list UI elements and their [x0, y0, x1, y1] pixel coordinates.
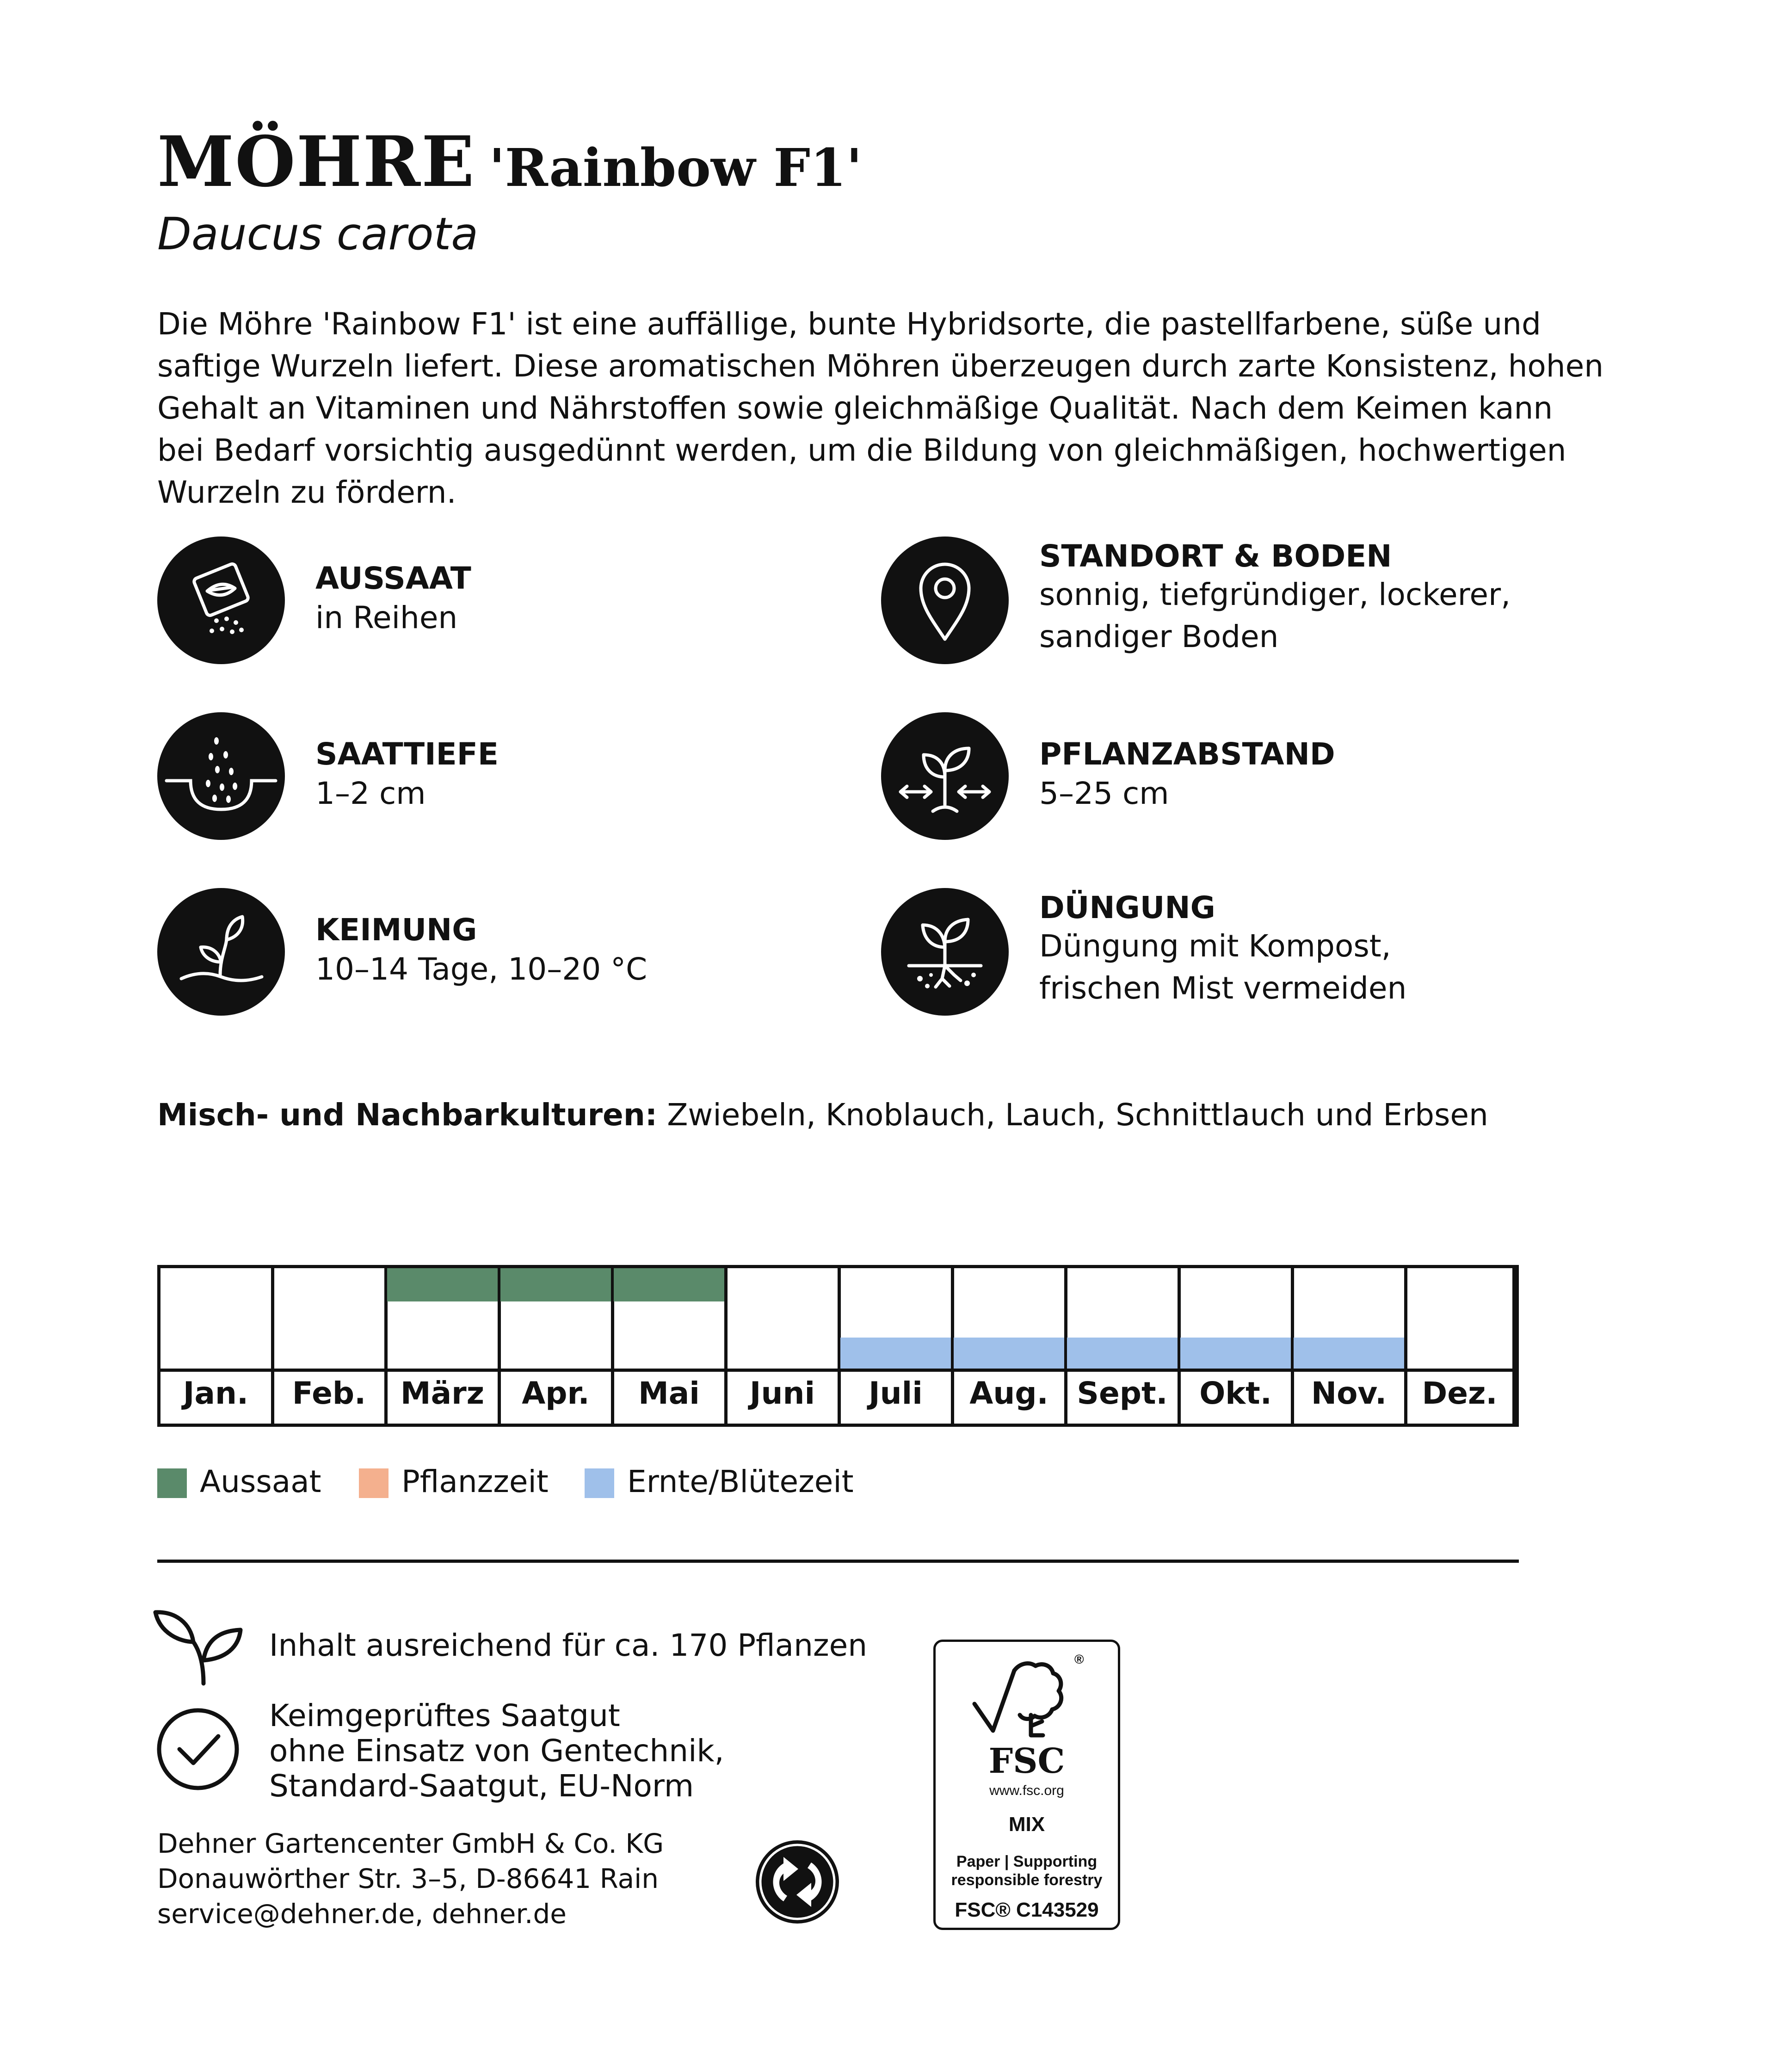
depth-label: SAATTIEFE [315, 736, 499, 772]
sowing-bar [727, 1268, 838, 1301]
fertilizing-label: DÜNGUNG [1039, 890, 1215, 925]
legend-sowing-label: Aussaat [200, 1464, 321, 1499]
sowing-label: AUSSAAT [315, 561, 471, 596]
calendar-divider [160, 1369, 1516, 1372]
legend-planting-swatch [359, 1468, 388, 1498]
growing-calendar [157, 1265, 1519, 1427]
month-label: Aug. [969, 1375, 1048, 1411]
companion-value: Zwiebeln, Knoblauch, Lauch, Schnittlauch und Erbsen [667, 1097, 1488, 1133]
product-title [157, 121, 862, 203]
calendar-month [727, 1268, 841, 1424]
fsc-claim [936, 1852, 1118, 1889]
month-label: Apr. [522, 1375, 590, 1411]
month-label: Nov. [1311, 1375, 1387, 1411]
harvest-bar [840, 1338, 951, 1371]
sprout-icon [157, 888, 285, 1016]
legend-planting-label: Pflanzzeit [401, 1464, 549, 1499]
fsc-registered-mark: ® [1074, 1652, 1084, 1666]
month-label: Okt. [1199, 1375, 1272, 1411]
month-label: Juli [869, 1375, 923, 1411]
fsc-license-code: FSC® C143529 [955, 1899, 1099, 1921]
harvest-bar [727, 1338, 838, 1371]
plant-leaves-icon [148, 1605, 250, 1688]
fsc-tree-icon [968, 1652, 1088, 1740]
product-name: MÖHRE [157, 121, 475, 203]
calendar-month [1067, 1268, 1181, 1424]
month-label: März [400, 1375, 485, 1411]
spacing-label: PFLANZABSTAND [1039, 736, 1335, 772]
calendar-month [1294, 1268, 1407, 1424]
sowing-depth-icon [157, 712, 285, 840]
sowing-bar [387, 1268, 498, 1301]
depth-value: 1–2 cm [315, 776, 426, 811]
sowing-bar [160, 1268, 271, 1301]
harvest-bar [387, 1338, 498, 1371]
harvest-bar [954, 1338, 1064, 1371]
latin-name: Daucus carota [157, 208, 479, 260]
location-value-line: sandiger Boden [1039, 619, 1279, 654]
sowing-bar [274, 1268, 384, 1301]
month-label: Feb. [292, 1375, 366, 1411]
harvest-bar [1180, 1338, 1291, 1371]
company-address [157, 1826, 664, 1931]
green-dot-recycling-icon [754, 1838, 841, 1925]
content-text: Inhalt ausreichend für ca. 170 Pflanzen [269, 1628, 868, 1663]
location-pin-icon [881, 536, 1009, 664]
company-contact: service@dehner.de, dehner.de [157, 1898, 567, 1930]
company-name: Dehner Gartencenter GmbH & Co. KG [157, 1828, 664, 1859]
fertilizing-value-line: Düngung mit Kompost, [1039, 928, 1391, 964]
calendar-month [1180, 1268, 1294, 1424]
month-label: Jan. [183, 1375, 249, 1411]
harvest-bar [1067, 1338, 1178, 1371]
content-note [269, 1628, 867, 1663]
sowing-bar [954, 1268, 1064, 1301]
description-line: saftige Wurzeln liefert. Diese aromatischen Möhren überzeugen durch zarte Konsistenz, hohen [157, 348, 1604, 384]
spacing-value: 5–25 cm [1039, 776, 1169, 811]
description-line: Gehalt an Vitaminen und Nährstoffen sowie gleichmäßige Qualität. Nach dem Keimen kann [157, 390, 1553, 426]
sowing-bar [500, 1268, 611, 1301]
product-description [157, 303, 1604, 513]
sowing-bar [1067, 1268, 1178, 1301]
legend-harvest-swatch [585, 1468, 614, 1498]
legend-sowing-swatch [157, 1468, 187, 1498]
harvest-bar [160, 1338, 271, 1371]
fsc-claim-line: Paper | Supporting [956, 1853, 1098, 1870]
sowing-bar [1294, 1268, 1404, 1301]
harvest-bar [1294, 1338, 1404, 1371]
location-value-line: sonnig, tiefgründiger, lockerer, [1039, 577, 1511, 612]
harvest-bar [614, 1338, 724, 1371]
fertilizer-plant-icon [881, 888, 1009, 1016]
sowing-bar [614, 1268, 724, 1301]
companion-label: Misch- und Nachbarkulturen: [157, 1097, 658, 1133]
seed-packet-icon [157, 536, 285, 664]
location-label: STANDORT & BODEN [1039, 538, 1392, 574]
calendar-month [387, 1268, 501, 1424]
fsc-logo-text: FSC [988, 1741, 1065, 1781]
fsc-claim-line: responsible forestry [951, 1871, 1103, 1889]
month-label: Dez. [1422, 1375, 1498, 1411]
calendar-month [840, 1268, 954, 1424]
month-label: Mai [638, 1375, 700, 1411]
sowing-bar [840, 1268, 951, 1301]
section-divider [157, 1560, 1519, 1563]
quality-note [269, 1698, 724, 1804]
calendar-month [160, 1268, 274, 1424]
harvest-bar [274, 1338, 384, 1371]
sowing-value: in Reihen [315, 600, 458, 635]
sowing-bar [1407, 1268, 1512, 1301]
germination-value: 10–14 Tage, 10–20 °C [315, 951, 648, 987]
checkmark-circle-icon [155, 1707, 240, 1792]
description-line: bei Bedarf vorsichtig ausgedünnt werden, um die Bildung von gleichmäßigen, hochwertigen [157, 432, 1566, 468]
harvest-bar [500, 1338, 611, 1371]
fsc-label [933, 1640, 1120, 1930]
calendar-month [500, 1268, 614, 1424]
quality-line: Keimgeprüftes Saatgut [269, 1698, 620, 1733]
calendar-month [954, 1268, 1067, 1424]
fertilizing-value-line: frischen Mist vermeiden [1039, 970, 1407, 1006]
germination-label: KEIMUNG [315, 912, 477, 948]
month-label: Juni [749, 1375, 815, 1411]
description-line: Die Möhre 'Rainbow F1' ist eine auffällige, bunte Hybridsorte, die pastellfarbene, süße und [157, 306, 1541, 342]
description-line: Wurzeln zu fördern. [157, 475, 456, 510]
calendar-month [614, 1268, 728, 1424]
legend-harvest-label: Ernte/Blütezeit [627, 1464, 854, 1499]
calendar-month [1407, 1268, 1516, 1424]
month-label: Sept. [1077, 1375, 1168, 1411]
product-variety: 'Rainbow F1' [489, 138, 863, 198]
sowing-bar [1180, 1268, 1291, 1301]
quality-line: ohne Einsatz von Gentechnik, [269, 1733, 724, 1769]
companion-plants [157, 1097, 1488, 1133]
plant-spacing-icon [881, 712, 1009, 840]
quality-line: Standard-Saatgut, EU-Norm [269, 1768, 694, 1804]
company-street: Donauwörther Str. 3–5, D-86641 Rain [157, 1863, 659, 1894]
calendar-month [274, 1268, 388, 1424]
harvest-bar [1407, 1338, 1512, 1371]
fsc-url: www.fsc.org [989, 1783, 1064, 1798]
fsc-mix: MIX [1008, 1813, 1045, 1836]
